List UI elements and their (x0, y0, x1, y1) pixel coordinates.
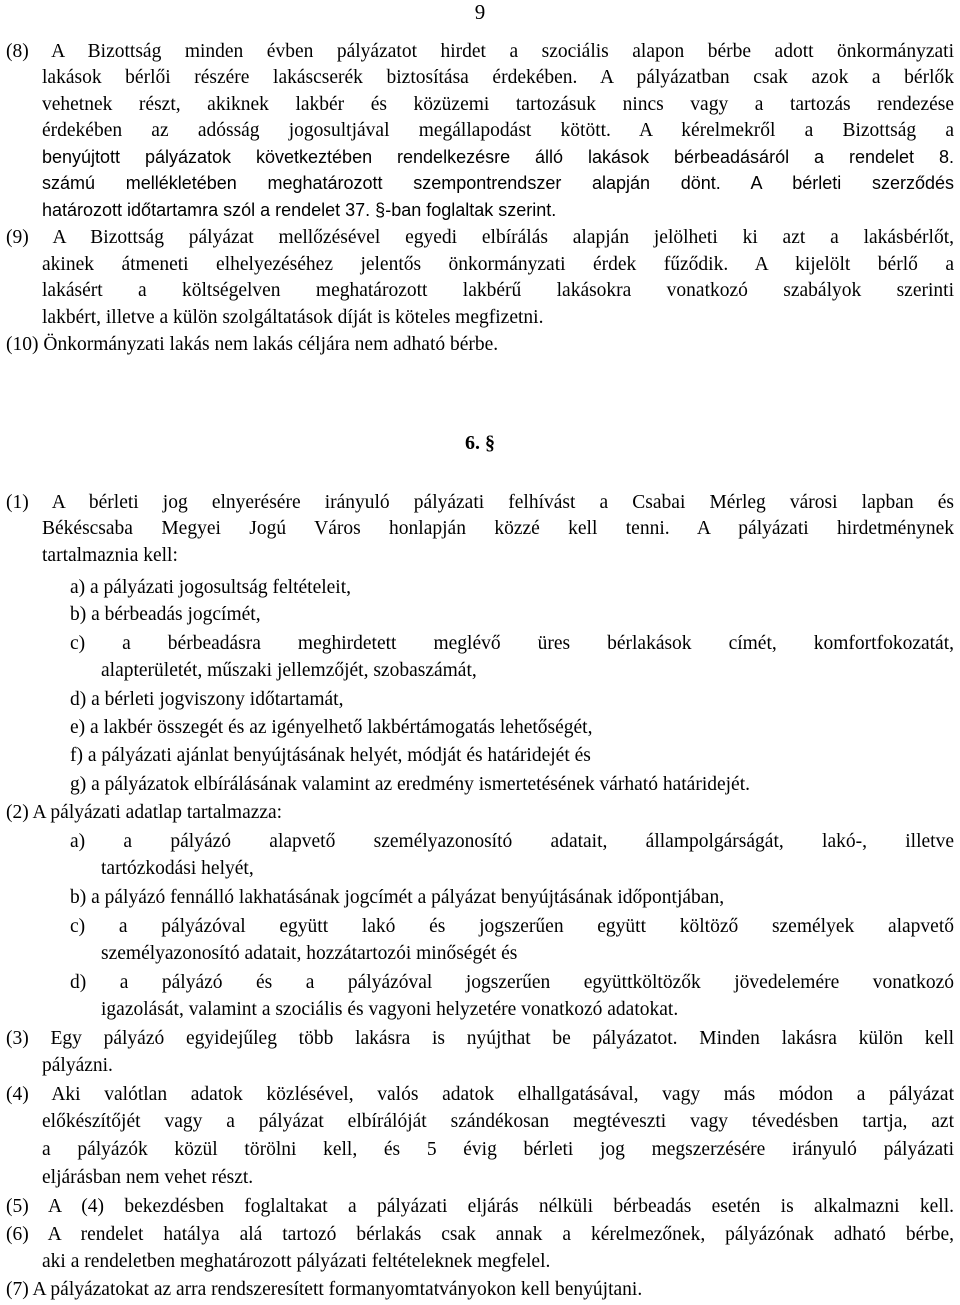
paragraph-line: (4) Aki valótlan adatok közlésével, valós adatok elhallgatásával, vagy más módon a pályázat (6, 1084, 954, 1105)
list-item-cont: igazolását, valamint a szociális és vagyoni helyzetére vonatkozó adatokat. (101, 999, 679, 1020)
paragraph-line: (2) A pályázati adatlap tartalmazza: (6, 802, 283, 823)
paragraph-line: (3) Egy pályázó egyidejűleg több lakásra is nyújthat be pályázatot. Minden lakásra külön kell (6, 1028, 954, 1049)
paragraph-line: érdekében az adósság jogosultjával megállapodást kötött. A kérelmekről a Bizottság a (42, 120, 954, 141)
paragraph-line: lakások bérlői részére lakáscserék biztosítása érdekében. A pályázatban csak azok a bérlők (42, 67, 954, 88)
paragraph-line: (6) A rendelet hatálya alá tartozó bérlakás csak annak a kérelmezőnek, pályázónak adható bérbe, (6, 1224, 954, 1245)
list-item: b) a bérbeadás jogcímét, (70, 604, 261, 625)
paragraph-line: akinek átmeneti elhelyezéséhez jelentős önkormányzati érdek fűződik. A kijelölt bérlő a (42, 254, 954, 275)
paragraph-line: (10) Önkormányzati lakás nem lakás céljára nem adható bérbe. (6, 334, 499, 355)
list-item: c) a bérbeadásra meghirdetett meglévő üres bérlakások címét, komfortfokozatát, (70, 633, 954, 654)
paragraph-line: vehetnek részt, akiknek lakbér és közüzemi tartozásuk nincs vagy a tartozás rendezése (42, 94, 954, 115)
paragraph-line: (8) A Bizottság minden évben pályázatot hirdet a szociális alapon bérbe adott önkormányzati (6, 41, 954, 62)
paragraph-line: eljárásban nem vehet részt. (42, 1167, 254, 1188)
list-item: a) a pályázati jogosultság feltételeit, (70, 577, 352, 598)
paragraph-line: számú mellékletében meghatározott szempontrendszer alapján dönt. A bérleti szerződés (42, 173, 954, 193)
paragraph-line: (7) A pályázatokat az arra rendszeresített formanyomtatványokon kell benyújtani. (6, 1279, 643, 1300)
paragraph-line: pályázni. (42, 1055, 113, 1076)
list-item: c) a pályázóval együtt lakó és jogszerűen együtt költöző személyek alapvető (70, 916, 954, 937)
paragraph-line: lakásért a költségelven meghatározott lakbérű lakásokra vonatkozó szabályok szerinti (42, 280, 954, 301)
paragraph-line: Békéscsaba Megyei Jogú Város honlapján közzé kell tenni. A pályázati hirdetménynek (42, 518, 954, 539)
paragraph-line: (5) A (4) bekezdésben foglaltakat a pályázati eljárás nélküli bérbeadás esetén is alkalmazni kell. (6, 1196, 954, 1217)
page-number: 9 (474, 0, 486, 24)
paragraph-line: (1) A bérleti jog elnyerésére irányuló pályázati felhívást a Csabai Mérleg városi lapban és (6, 492, 954, 513)
list-item: e) a lakbér összegét és az igényelhető lakbértámogatás lehetőségét, (70, 717, 593, 738)
list-item-cont: alapterületét, műszaki jellemzőjét, szobaszámát, (101, 660, 477, 681)
paragraph-line: előkészítőjét vagy a pályázat elbírálóját szándékosan megtéveszti vagy tévedésben tartja, azt (42, 1111, 954, 1132)
list-item: d) a pályázó és a pályázóval jogszerűen együttköltözők jövedelemére vonatkozó (70, 972, 954, 993)
list-item-cont: személyazonosító adatait, hozzátartozói minőségét és (101, 943, 518, 964)
paragraph-line: benyújtott pályázatok következtében rendelkezésre álló lakások bérbeadásáról a rendelet 8. (42, 147, 954, 167)
list-item-cont: tartózkodási helyét, (101, 858, 254, 879)
list-item: a) a pályázó alapvető személyazonosító adatait, állampolgárságát, lakó-, illetve (70, 831, 954, 852)
paragraph-line: aki a rendeletben meghatározott pályázati feltételeknek megfelel. (42, 1251, 551, 1272)
paragraph-line: a pályázók közül törölni kell, és 5 évig bérleti jog megszerzésére irányuló pályázati (42, 1139, 954, 1160)
paragraph-line: lakbért, illetve a külön szolgáltatások díját is köteles megfizetni. (42, 307, 544, 328)
list-item: g) a pályázatok elbírálásának valamint az eredmény ismertetésének várható határidejét. (70, 774, 751, 795)
paragraph-line: tartalmaznia kell: (42, 545, 178, 566)
list-item: f) a pályázati ajánlat benyújtásának helyét, módját és határidejét és (70, 745, 591, 766)
list-item: d) a bérleti jogviszony időtartamát, (70, 689, 344, 710)
paragraph-line: (9) A Bizottság pályázat mellőzésével egyedi elbírálás alapján jelölheti ki azt a lakásbérlőt, (6, 227, 954, 248)
section-heading: 6. § (465, 432, 495, 454)
list-item: b) a pályázó fennálló lakhatásának jogcímét a pályázat benyújtásának időpontjában, (70, 887, 725, 908)
paragraph-line: határozott időtartamra szól a rendelet 37. §-ban foglaltak szerint. (42, 200, 557, 220)
